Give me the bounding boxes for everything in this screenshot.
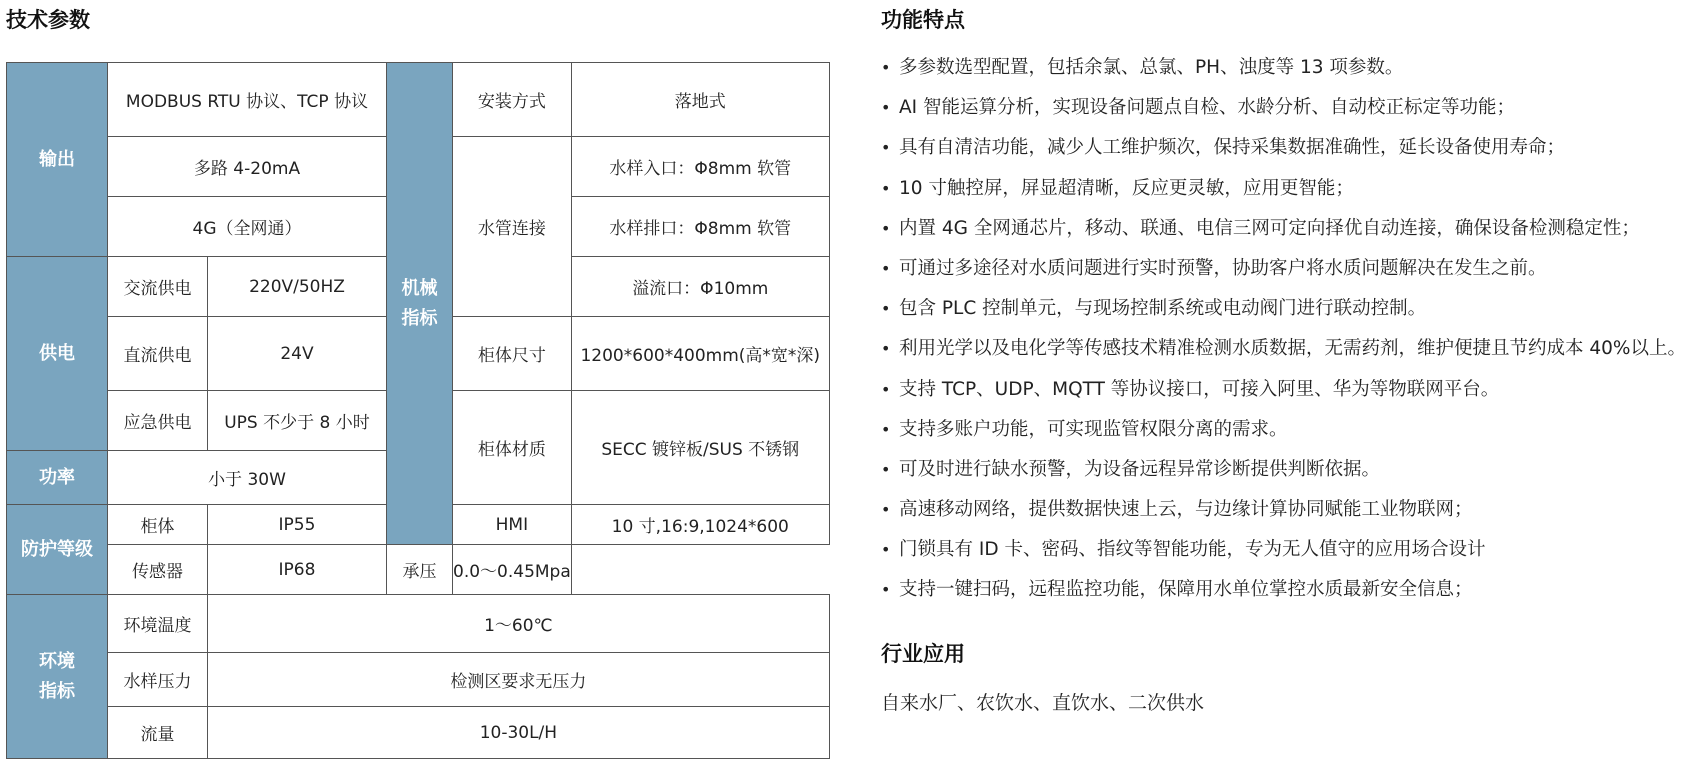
- feature-item: • 门锁具有 ID 卡、密码、指纹等智能功能，专为无人值守的应用场合设计: [881, 530, 1686, 570]
- mech-label: [387, 63, 453, 545]
- pipe-label: 水管连接: [453, 137, 572, 317]
- env-label-text: 环境指标: [39, 650, 75, 702]
- dc-label: 直流供电: [108, 317, 208, 391]
- sensor-label: 传感器: [108, 545, 208, 595]
- bearing-label: 承压: [387, 545, 453, 595]
- bullet-icon: •: [881, 540, 891, 560]
- bullet-icon: •: [881, 459, 891, 479]
- ac-label: 交流供电: [108, 257, 208, 317]
- temp-label: 环境温度: [108, 595, 208, 653]
- protection-label: 防护等级: [7, 505, 108, 595]
- bullet-icon: •: [881, 339, 891, 359]
- env-label: [7, 595, 108, 759]
- feature-item: • 具有自清洁功能，减少人工维护频次，保持采集数据准确性，延长设备使用寿命；: [881, 128, 1686, 168]
- spec-section-title: 技术参数: [6, 8, 90, 32]
- power-label: 供电: [7, 257, 108, 451]
- inlet-value: 水样入口：Φ8mm 软管: [571, 137, 829, 197]
- bullet-icon: •: [881, 379, 891, 399]
- output-protocol-value: MODBUS RTU 协议、TCP 协议: [108, 63, 387, 137]
- temp-value: 1～60℃: [208, 595, 830, 653]
- feature-item: • 支持 TCP、UDP、MQTT 等协议接口，可接入阿里、华为等物联网平台。: [881, 370, 1686, 410]
- output-multi-value: 多路 4-20mA: [108, 137, 387, 197]
- feature-item: • AI 智能运算分析，实现设备问题点自检、水龄分析、自动校正标定等功能；: [881, 88, 1686, 128]
- wattage-value: 小于 30W: [108, 451, 387, 505]
- dc-value: 24V: [208, 317, 387, 391]
- bullet-icon: •: [881, 419, 891, 439]
- feature-item: • 支持多账户功能，可实现监管权限分离的需求。: [881, 410, 1686, 450]
- cabinet-value: IP55: [208, 505, 387, 545]
- bullet-icon: •: [881, 299, 891, 319]
- cabinet-label: 柜体: [108, 505, 208, 545]
- bullet-icon: •: [881, 500, 891, 520]
- material-label: 柜体材质: [453, 391, 572, 505]
- feature-item: • 支持一键扫码，远程监控功能，保障用水单位掌控水质最新安全信息；: [881, 570, 1686, 610]
- emergency-value: UPS 不少于 8 小时: [208, 391, 387, 451]
- ac-value: 220V/50HZ: [208, 257, 387, 317]
- application-section-title: 行业应用: [881, 642, 965, 666]
- feature-item: • 10 寸触控屏，屏显超清晰，反应更灵敏，应用更智能；: [881, 169, 1686, 209]
- bullet-icon: •: [881, 98, 891, 118]
- wattage-label: 功率: [7, 451, 108, 505]
- feature-item: • 可通过多途径对水质问题进行实时预警，协助客户将水质问题解决在发生之前。: [881, 249, 1686, 289]
- install-label: 安装方式: [453, 63, 572, 137]
- feature-item: • 利用光学以及电化学等传感技术精准检测水质数据，无需药剂，维护便捷且节约成本 40%以上。: [881, 329, 1686, 369]
- output-label: 输出: [7, 63, 108, 257]
- bullet-icon: •: [881, 138, 891, 158]
- feature-item: • 可及时进行缺水预警，为设备远程异常诊断提供判断依据。: [881, 450, 1686, 490]
- feature-item: • 多参数选型配置，包括余氯、总氯、PH、浊度等 13 项参数。: [881, 48, 1686, 88]
- outlet-value: 水样排口：Φ8mm 软管: [571, 197, 829, 257]
- install-value: 落地式: [571, 63, 829, 137]
- bullet-icon: •: [881, 258, 891, 278]
- overflow-value: 溢流口：Φ10mm: [571, 257, 829, 317]
- feature-item: • 高速移动网络，提供数据快速上云，与边缘计算协同赋能工业物联网；: [881, 490, 1686, 530]
- features-section-title: 功能特点: [881, 8, 965, 32]
- size-value: 1200*600*400mm(高*宽*深): [571, 317, 829, 391]
- pressure-label: 水样压力: [108, 653, 208, 707]
- mech-label-text: 机械指标: [401, 277, 438, 329]
- flow-label: 流量: [108, 707, 208, 759]
- emergency-label: 应急供电: [108, 391, 208, 451]
- output-4g-value: 4G（全网通）: [108, 197, 387, 257]
- hmi-label: HMI: [453, 505, 572, 545]
- features-list: [881, 48, 1686, 611]
- pressure-value: 检测区要求无压力: [208, 653, 830, 707]
- feature-item: • 内置 4G 全网通芯片，移动、联通、电信三网可定向择优自动连接，确保设备检测稳定性；: [881, 209, 1686, 249]
- bullet-icon: •: [881, 58, 891, 77]
- bearing-value: 0.0～0.45Mpa: [453, 545, 572, 595]
- application-text: 自来水厂、农饮水、直饮水、二次供水: [881, 692, 1205, 714]
- material-value: SECC 镀锌板/SUS 不锈钢: [571, 391, 829, 505]
- bullet-icon: •: [881, 218, 891, 238]
- spec-table: [6, 62, 830, 759]
- sensor-value: IP68: [208, 545, 387, 595]
- bullet-icon: •: [881, 178, 891, 198]
- bullet-icon: •: [881, 580, 891, 600]
- flow-value: 10-30L/H: [208, 707, 830, 759]
- hmi-value: 10 寸,16:9,1024*600: [571, 505, 829, 545]
- feature-item: • 包含 PLC 控制单元，与现场控制系统或电动阀门进行联动控制。: [881, 289, 1686, 329]
- size-label: 柜体尺寸: [453, 317, 572, 391]
